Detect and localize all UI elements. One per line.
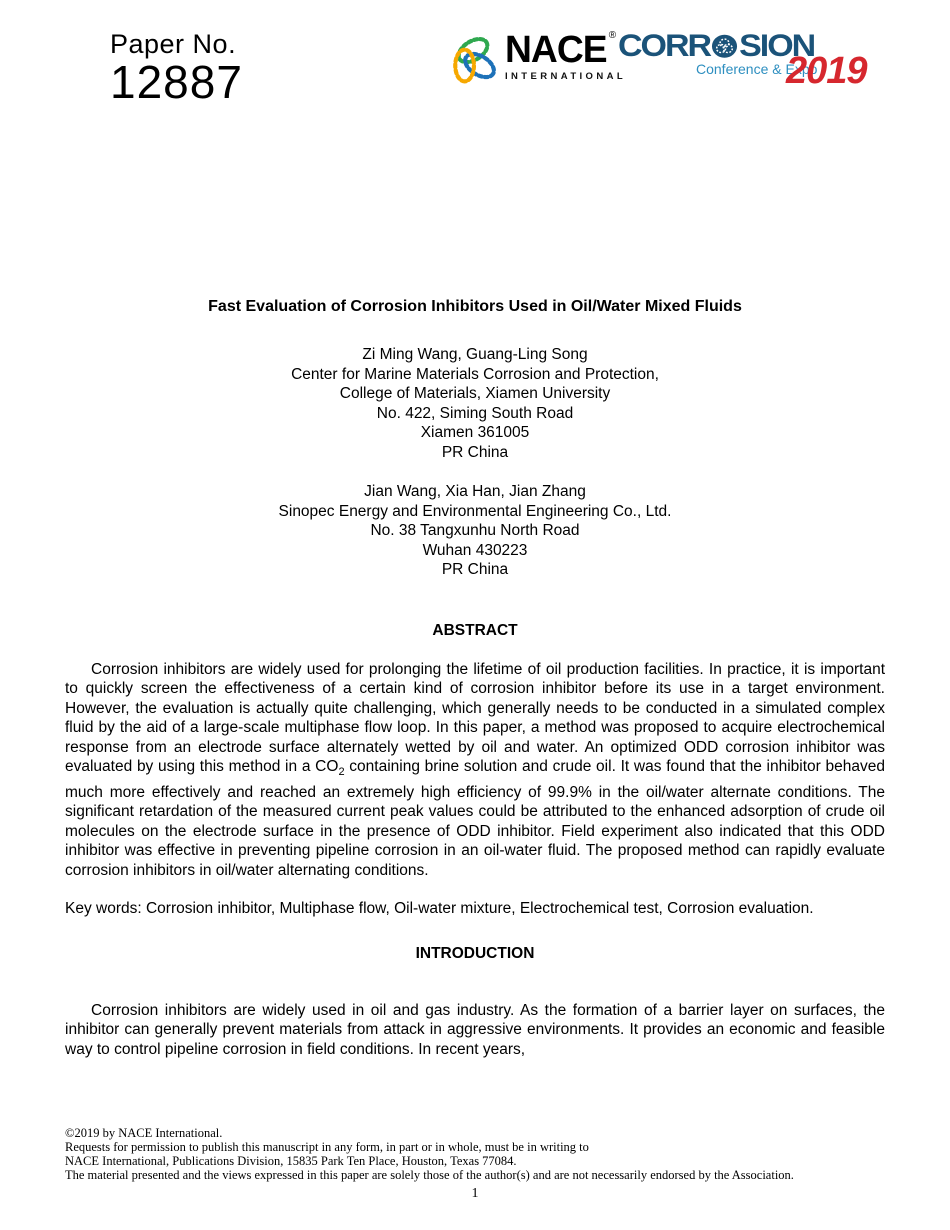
co2-subscript: 2 [338, 766, 345, 779]
author-line: Jian Wang, Xia Han, Jian Zhang [364, 483, 586, 500]
affiliation-line: College of Materials, Xiamen University [339, 385, 611, 402]
corrosion-wordmark-left: CORR [618, 28, 711, 64]
nace-wordmark: NACE [505, 29, 607, 71]
affiliation-line: Center for Marine Materials Corrosion and Protection, [291, 365, 659, 383]
abstract-text-1: Corrosion inhibitors are widely used for prolonging the lifetime of oil production facilities. In practice, it is important to quickly screen the effectiveness of a certain kind of corrosion inhibitor before its use in a target environment. However, the evaluation is actually quite challenging, which generally needs to be conducted in a simulated complex fluid by the aid of a large-scale multiphase flow loop. In this paper, a method was proposed to acquire electrochemical response from an electrode surface alternately wetted by oil and water. An optimized ODD corrosion inhibitor was evaluated by using this method in a CO [65, 660, 885, 775]
paper-title: Fast Evaluation of Corrosion Inhibitors Used in Oil/Water Mixed Fluids [208, 298, 742, 315]
abstract-paragraph [65, 660, 885, 881]
footer-copyright-line: ©2019 by NACE International. [65, 1126, 223, 1140]
corrosion-year: 2019 [786, 50, 867, 92]
footer-address-line: NACE International, Publications Division, 15835 Park Ten Place, Houston, Texas 77084. [65, 1154, 517, 1168]
corrosion-subtitle: Conference & Expo [696, 61, 818, 77]
affiliation-line: No. 422, Siming South Road [376, 404, 574, 422]
introduction-paragraph: Corrosion inhibitors are widely used in oil and gas industry. As the formation of a barrier layer on surfaces, the inhibitor can generally prevent materials from attack in aggressive environments. It provides an economic and feasible way to control pipeline corrosion in field conditions. In recent years, [65, 1001, 885, 1058]
footer-disclaimer-line: The material presented and the views expressed in this paper are solely those of the author(s) and are not necessarily endorsed by the Association. [65, 1168, 794, 1182]
affiliation-block-1 [65, 345, 885, 462]
affiliation-line: No. 38 Tangxunhu North Road [370, 522, 580, 539]
paper-no-value: 12887 [110, 56, 243, 109]
footer [65, 1126, 885, 1182]
affiliation-line: PR China [441, 561, 509, 578]
paper-no-label: Paper No. [110, 29, 237, 59]
abstract-text-2: containing brine solution and crude oil. It was found that the inhibitor behaved much more effectively and reached an extremely high efficiency of 99.9% in the oil/water alternate conditions. The significant retardation of the measured current peak values could be attributed to the enhanced adsorption of crude oil molecules on the electrode surface in the presence of ODD inhibitor. Field experiment also indicated that this ODD inhibitor was effective in preventing pipeline corrosion in an oil-water fluid. The proposed method can rapidly evaluate corrosion inhibitors in oil/water alternating conditions. [65, 758, 886, 879]
corrosion-wordmark-right: SION [739, 28, 815, 64]
page-number: 1 [471, 1186, 479, 1201]
abstract-heading: ABSTRACT [432, 621, 518, 639]
introduction-heading: INTRODUCTION [415, 944, 535, 962]
author-line: Zi Ming Wang, Guang-Ling Song [362, 346, 588, 363]
affiliation-line: PR China [441, 443, 509, 461]
affiliation-line: Sinopec Energy and Environmental Engineering Co., Ltd. [278, 502, 672, 520]
affiliation-block-2 [65, 482, 885, 580]
keywords-paragraph: Key words: Corrosion inhibitor, Multiphase flow, Oil-water mixture, Electrochemical test, Corrosion evaluation. [65, 900, 814, 918]
registered-mark: ® [608, 30, 617, 41]
footer-permission-line: Requests for permission to publish this manuscript in any form, in part or in whole, must be in writing to [65, 1140, 589, 1154]
affiliation-line: Xiamen 361005 [420, 424, 530, 441]
affiliation-line: Wuhan 430223 [422, 541, 528, 559]
nace-subtitle: INTERNATIONAL [505, 71, 627, 82]
